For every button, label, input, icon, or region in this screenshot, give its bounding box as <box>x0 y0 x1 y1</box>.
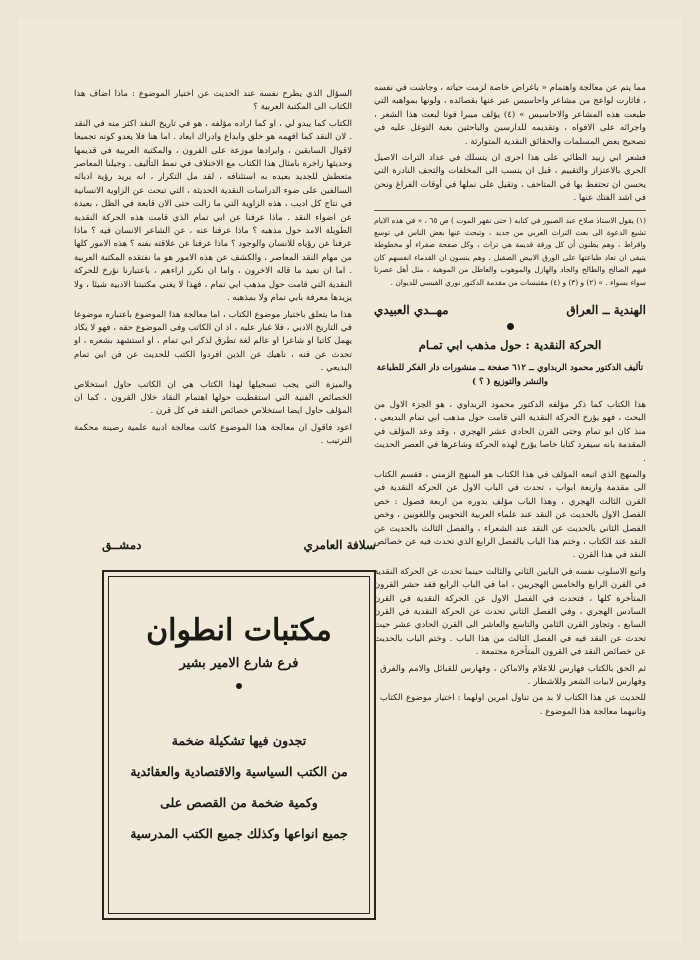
review-paragraph: للحديث عن هذا الكتاب لا بد من تناول امرين اولهما : اختيار موضوع الكتاب ، وثانيهما معالجة هذا الموضوع . <box>374 693 646 717</box>
footnote: (١) يقول الاستاذ صلاح عبد الصبور في كتابه ( حتى نقهر الموت ) ص ٦٥ ، « في هذه الايام تشيع الدعوة الى بعث التراث العربي من جديد ، وتبحث عنها بعض الناس في توسع واقراط ، وهم يظنون أن كل ورقة قديمة هي تراث ، وكل صفحة صفراء أو مخطوطة يتبقى ان تعاد طباعتها على الورق الابيض الصقيل . وهم ينسون ان القدماء انفسهم كان فيهم الصالح والطالح والجاد والهازل والموهوب والعاطل من الموهبة ، مثل أهل عصرنا سواء بسواء . » (٢) و (٣) و (٤) مقتبسات من مقدمة الدكتور نوري القيسي للديوان . <box>374 215 646 287</box>
advert-line: جميع انواعها وكذلك جميع الكتب المدرسية <box>130 826 348 841</box>
advert-line: وكمية ضخمة من القصص على <box>160 795 318 810</box>
byline-author: مهــدي العبيدي <box>374 303 449 318</box>
intro-paragraph: فشعر ابي زبيد الطائي على هذا احرى ان يتسلك في عداد التراث الاصيل الحري بالاعتزاز والتقييم ، قبل ان ينسب الى المخلفات والتحف النادرة التي يحسن ان تحتفظ بها في المتاحف ، وتقيل على نملها في أوقات الفراغ ونحن في اشد الفتك عنها . <box>374 153 646 204</box>
left-paragraph: اعود فاقول ان معالجة هذا الموضوع كانت معالجة ادبية علمية رصينة محكمة الترتيب . <box>74 422 352 447</box>
footnote-divider <box>374 210 646 211</box>
advert-inner-frame <box>108 576 370 914</box>
article-byline <box>374 303 646 317</box>
intro-paragraph: مما يتم عن معالجة واهتمام « باغراض خاصة لزمت حياته ، وجاشت في نفسه ، فاثارت لواعج من مشاعر واحاسيس عبر عنها بقصائده ، ولونها بمواهبه التي طبعت هذه المشاعر والاحاسيس » (٤) يؤلف ميبرا فونا لبعث هذا الشعر ، واجرائه على الافواه ، وتقديمه للدارسين والباحثين بغية التوغل عليه في تصحيح بعض المسلمات والحقائق النقدية المتوارثة . <box>374 83 646 147</box>
review-paragraph: والمنهج الذي اتبعه المؤلف في هذا الكتاب هو المنهج الزمني ، فقسم الكتاب الى مقدمة واربعة ابواب ، تحدث في الباب الاول عن الحركة النقدية في القرن الثالث الهجري ، وهذا الباب مؤلف بدوره من اربعة فصول : خص الفصل الاول بالحديث عن النقد عند علماء العربية التحويين واللغويين ، وخص الفصل الثاني بالحديث عن النقد عند الشعراء ، والفصل الثالث بالحديث عن النقد عند الكتاب ، وختم هذا الباب بالفصل الرابع الذي تحدث فيه عن خصائص النقد في هذا القرن . <box>374 469 646 561</box>
left-paragraph: السؤال الذي يطرح نفسه عند الحديث عن اختيار الموضوع : ماذا اضاف هذا الكتاب الى المكتبة العربية ؟ <box>74 89 352 113</box>
advert-line: تجدون فيها تشكيلة ضخمة <box>171 733 307 748</box>
advert-store-name: مكتبات انطوان <box>146 613 332 648</box>
left-column <box>74 88 352 452</box>
review-signature <box>102 538 376 552</box>
advert-branch: فرع شارع الامير بشير <box>179 656 299 671</box>
left-paragraph: والميزة التي يجب تسجيلها لهذا الكتاب هي ان الكاتب حاول استخلاص الخصائص الفنية التي استقطبت حولها اهتمام النقاد خلال القرون ، كما ان المؤلف حاول ايضا استخلاص خصائص النقد في كل قرن . <box>74 379 352 417</box>
page <box>18 18 682 942</box>
byline-location: الهندية ــ العراق <box>566 303 646 318</box>
review-paragraph: واتبع الاسلوب نفسه في البابين الثاني والثالث حينما تحدث عن الحركة النقدية في القرن الرابع والخامس الهجريين ، اما في الباب الرابع فقد حشر القرون المتأخرة كلها ، فتحدث في الفصل الاول عن الحركة النقدية في القرن السادس الهجري ، وفي الفصل الثاني تحدث عن الحركة النقدية في القرن السابع ، وتجاوز القرن الثامن والتاسع والعاشر الى القرن الحادي عشر حيث تحدث عن النقد فيه في الفصل الثالث من هذا الباب . وختم الباب بالحديث عن خصائص النقد في القرون المتأخرة مجتمعة . <box>374 566 646 658</box>
signature-city: دمشــق <box>102 538 142 552</box>
advert-dot <box>236 683 242 689</box>
review-paragraph: هذا الكتاب كما ذكر مؤلفه الدكتور محمود الربداوي ، هو الجزء الاول من البحث ، فهو يؤرخ الحركة النقدية التي قامت حول مذهب ابي تمام البديعي ، منذ كان ابو تمام وحتى القرن الحادي عشر الهجري ، وقد وعد المؤلف في المقدمة بانه سيفرد كتابا خاصا يؤرخ لهذه الحركة وشاعرها في العصر الحديث . <box>374 399 646 464</box>
left-paragraph: هذا ما يتعلق باختيار موضوع الكتاب ، اما معالجة هذا الموضوع باعتباره موضوعا في التاريخ الادبي ، فلا غبار عليه ، اذ ان الكاتب وفى الموضوع حقه ، فهو لا يكاد يهمل كاتبا او شاعرا او عالم لغة تطرق لذكر ابي تمام ، او استشهد بشعره ، او تحدث عن فنه ، ناهيك عن الذين افردوا الكتب للحديث عن فن ابي تمام البديعي . <box>74 309 352 374</box>
left-paragraph: الكتاب كما يبدو لي ، او كما اراده مؤلفه ، هو في تاريخ النقد اكثر منه في النقد . لان النقد كما افهمه هو خلق وابداع وادراك ابعاد . اما هنا فلا يعدو كونه تجميعا لاقوال السابقين ، وايرادها موزعة على القرون ، والمكتبة العربية في قديمها وحديثها زاخرة بامثال هذا الكتاب مع الاختلاف في نمط التأليف . وجيلنا المعاصر متعطش للجديد بعيده به استئنافه ، لقد مل التكرار ، انه يريد رؤية ادبائه السالفين على ضوء الدراسات النقدية الحديثة ، التي تبحث عن الزاوية الانسانية في نتاج كل اديب ، هذه الزاوية التي ما زالت حتى الان قابعة في الظل ، بعيدة عن اضواء النقد . ماذا عرفنا عن ابي تمام الذي قامت هذه الحركة النقدية الطويلة الامد حول مذهبه ؟ ماذا عرفنا عنه ، عن الشاعر الانسان فيه ؟ ماذا عرفنا عن رؤياه للانسان والوجود ؟ ماذا عرفنا عن علاقته بفنه ؟ هذه الامور كلها من مهام النقد المعاصر ، والكشف عن هذه الامور هو ما نفتقده المكتبة العربية . اما ان نعيد ما قاله الاخرون ، واما ان نكرر اراءهم ، باعتبارنا نؤرخ للحركة النقدية التي قامت حول مذهب ابي تمام ، فهذا لا يغني مكتبتنا الادبية شيئا ، ولا يزيدها معرفة بابي تمام ولا بمذهبه . <box>74 118 352 304</box>
review-subtitle: تأليف الدكتور محمود الربداوي ــ ٦١٢ صفحة ــ منشورات دار الفكر للطباعة والنشر والتوزيع ( ؟ ) <box>376 363 644 387</box>
right-column <box>374 82 646 722</box>
review-title: الحركة النقدية : حول مذهب ابي تمـام <box>418 338 602 353</box>
signature-author: سلافة العامري <box>303 538 376 552</box>
section-separator-dot <box>507 323 514 330</box>
advert-line: من الكتب السياسية والاقتصادية والعقائدية <box>130 764 348 779</box>
review-paragraph: ثم الحق بالكتاب فهارس للاعلام والاماكن ، وفهارس للقبائل والامم والفرق ، وفهارس لابيات الشعر وللاشطار . <box>374 663 646 688</box>
bookstore-advert <box>102 570 376 920</box>
